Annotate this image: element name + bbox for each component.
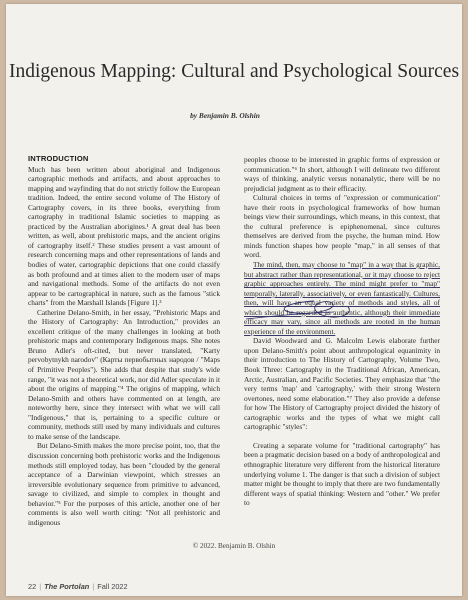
paragraph: Much has been written about aboriginal and Indigenous cartographic methods and artifacts, and about approaches to mapping and wayfinding that do not strictly follow the European tradition. Indeed, the entire second volume of The History of Cartography covers, in its three books, everything from cartography in traditional Islamic societies to mapping as practiced by the Australian aborigines.¹ A great deal has been written, as well, about prehistoric maps, and the ancient origins of cartography itself.² These studies present a vast amount of research concerning maps and other representations of lands and bodies of water, cartographic depictions that one could classify as both profound and at times alien to the modern user of maps and navigational methods. Some of the artifacts do not even appear to be cartographical in nature, such as the famous "stick charts" from the Marshall Islands [Figure 1].³ [28,164,220,308]
paragraph: peoples choose to be interested in graphic forms of expression or communication."⁶ In short, although I will delineate two different ways of thinking, analytic versus nonanalytic, there will be no prejudicial judgment as to their efficacity. [244,155,440,193]
paragraph: David Woodward and G. Malcolm Lewis elaborate further upon Delano-Smith's point about anthropological equanimity in their introduction to The History of Cartography, Volume Two, Book Three: Cartography in the Traditional African, American, Arctic, Australian, and Pacific Societies. They emphasize that "the very terms 'map' and 'cartography,' with their strong Western overtones, need some elaboration."⁷ They also provide a defense for how The History of Cartography project divided the history of cartographic works and the types of what we might call cartographic "styles": [244,336,440,432]
left-column [28,154,220,527]
block-quote: Creating a separate volume for "traditional cartography" has been a pragmatic decision based on a body of anthropological and ethnographic literature very different from the historical literature underlying volume 1. The danger is that such a division of subject matter might be thought to imply that there are two fundamentally different ways of spatial thinking: Western and "other." We prefer to [244,440,440,508]
footer-divider: | [92,582,95,591]
paragraph: But Delano-Smith makes the more precise point, too, that the discussion concerning both prehistoric works and the Indigenous methods still employed today, has been "clouded by the general acceptance of a Darwinian viewpoint, which stresses an irreversible evolutionary sequence from primitive to advanced, savage to civilized, and simple to complex in thought and behavior."⁵ For the purposes of this article, another one of her comments is also well worth citing: "Not all prehistoric and indigenous [28,441,220,527]
issue-label: Fall 2022 [97,582,128,591]
copyright-notice: © 2022. Benjamin B. Olshin [192,542,276,550]
footer-divider: | [39,582,42,591]
right-column [244,155,440,508]
article-title: Indigenous Mapping: Cultural and Psychological Sources [8,61,460,82]
publication-name: The Portolan [44,582,90,591]
page-footer [28,582,128,591]
magazine-page [6,4,462,596]
page-number: 22 [28,582,37,591]
section-heading: INTRODUCTION [28,154,89,163]
paragraph: Catherine Delano-Smith, in her essay, "Prehistoric Maps and the History of Cartography: An Introduction," provides an excellent critique of the many challenges in looking at both prehistoric maps and contemporary Indigenous maps. She notes Bruno Adler's oft-cited, but never translated, "Karty pervobytnykh narodov" (Карты первобытных народов / "Maps of Primitive Peoples"). She adds that despite that study's wide range, "it was not a theoretical work, nor did Adler speculate in it about the origins of mapping."⁴ The origins of mapping, which Delano-Smith and others have commented on at length, are noteworthy here, since they intersect with what we will call "Indigenous," that is, pertaining to a specific culture or community, methods still used by many individuals and cultures to make sense of the landscape. [28,307,220,441]
paragraph: Cultural choices in terms of "expression or communication" have their roots in psychological frameworks of how human beings view their surroundings, which means, in this context, that the cultural preference is epiphenomenal, since cultures themselves are derived from the psyche, the human mind. How minds function shapes how people "map," in all senses of that word. [244,193,440,260]
article-byline: by Benjamin B. Olshin [190,111,260,120]
annotated-paragraph: The mind, then, may choose to "map" in a way that is graphic, but abstract rather than representational, or it may choose to reject graphic approaches entirely. The mind might prefer to "map" temporally, laterally, associatively, or even fantastically. Cultures, then, will have an equal variety of methods and styles, all of which should be regarded as authentic, although their immediate efficacy may vary, since all methods are rooted in the human experience of the environment. [244,260,440,336]
